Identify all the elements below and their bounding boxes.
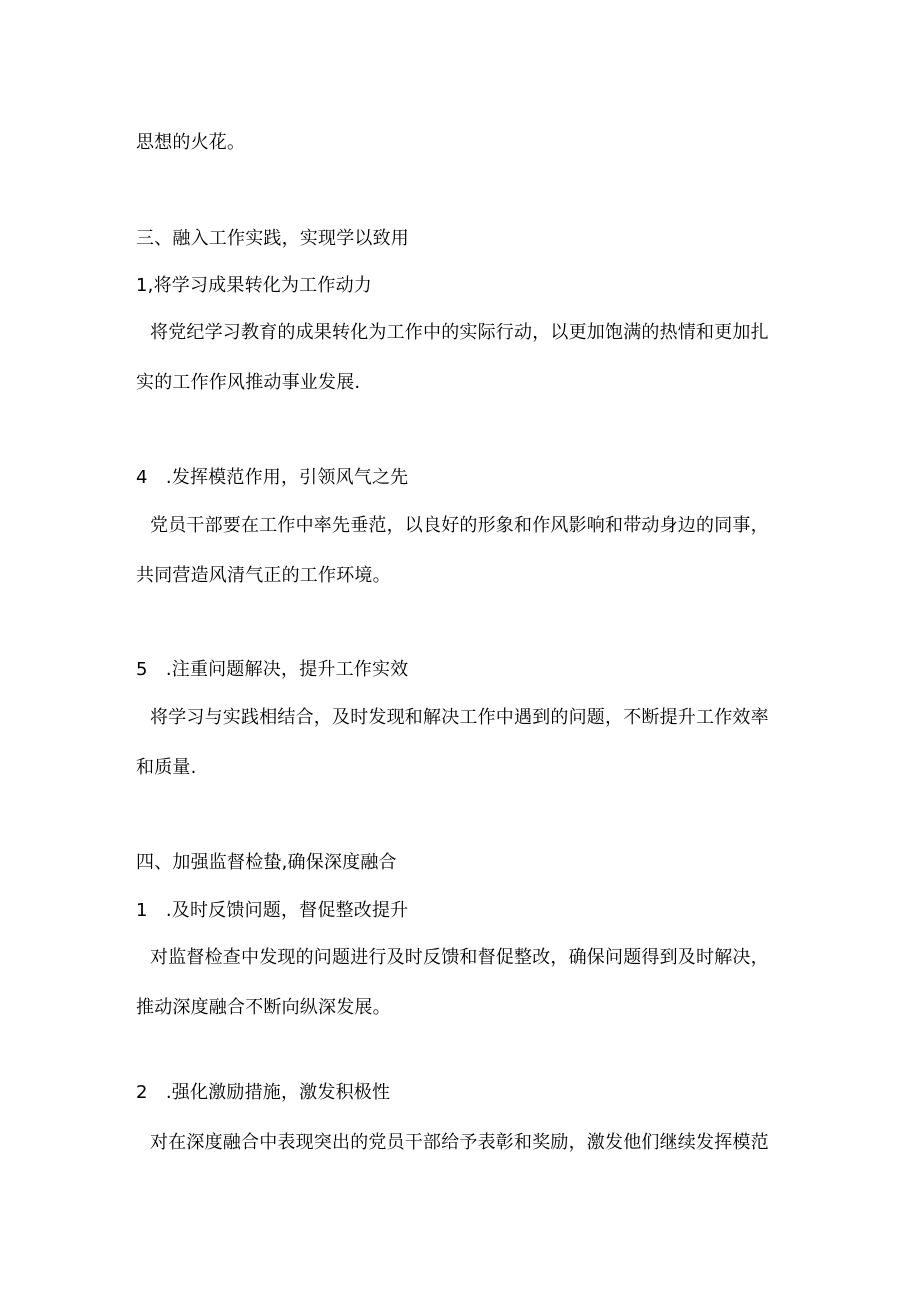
paragraph-line: 将学习与实践相结合，及时发现和解决工作中遇到的问题，不断提升工作效率 <box>150 707 769 728</box>
subheading-1: 1 .及时反馈问题，督促整改提升 <box>136 900 409 921</box>
subheading-4: 4 .发挥模范作用，引领风气之先 <box>136 467 409 488</box>
subheading-5: 5 .注重问题解决，提升工作实效 <box>136 659 409 680</box>
paragraph-line: 实的工作作风推动事业发展. <box>136 372 361 393</box>
section-heading-four: 四、加强监督检蛰,确保深度融合 <box>136 852 397 873</box>
paragraph-line: 将党纪学习教育的成果转化为工作中的实际行动，以更加饱满的热情和更加扎 <box>150 322 769 343</box>
paragraph-line: 对监督检查中发现的问题进行及时反馈和督促整改，确保问题得到及时解决， <box>150 947 769 968</box>
paragraph-line: 对在深度融合中表现突出的党员干部给予表彰和奖励，激发他们继续发挥模范 <box>150 1132 769 1153</box>
subheading-2: 2 .强化激励措施，激发积极性 <box>136 1082 391 1103</box>
paragraph-line: 党员干部要在工作中率先垂范，以良好的形象和作风影响和带动身边的同事， <box>150 515 769 536</box>
paragraph-line: 和质量. <box>136 757 197 778</box>
paragraph-line: 共同营造风清气正的工作环境。 <box>136 565 391 586</box>
paragraph-line: 推动深度融合不断向纵深发展。 <box>136 997 391 1018</box>
section-heading-three: 三、融入工作实践，实现学以致用 <box>136 228 409 249</box>
subheading-1: 1,将学习成果转化为工作动力 <box>136 275 372 296</box>
paragraph-continuation: 思想的火花。 <box>136 132 246 153</box>
